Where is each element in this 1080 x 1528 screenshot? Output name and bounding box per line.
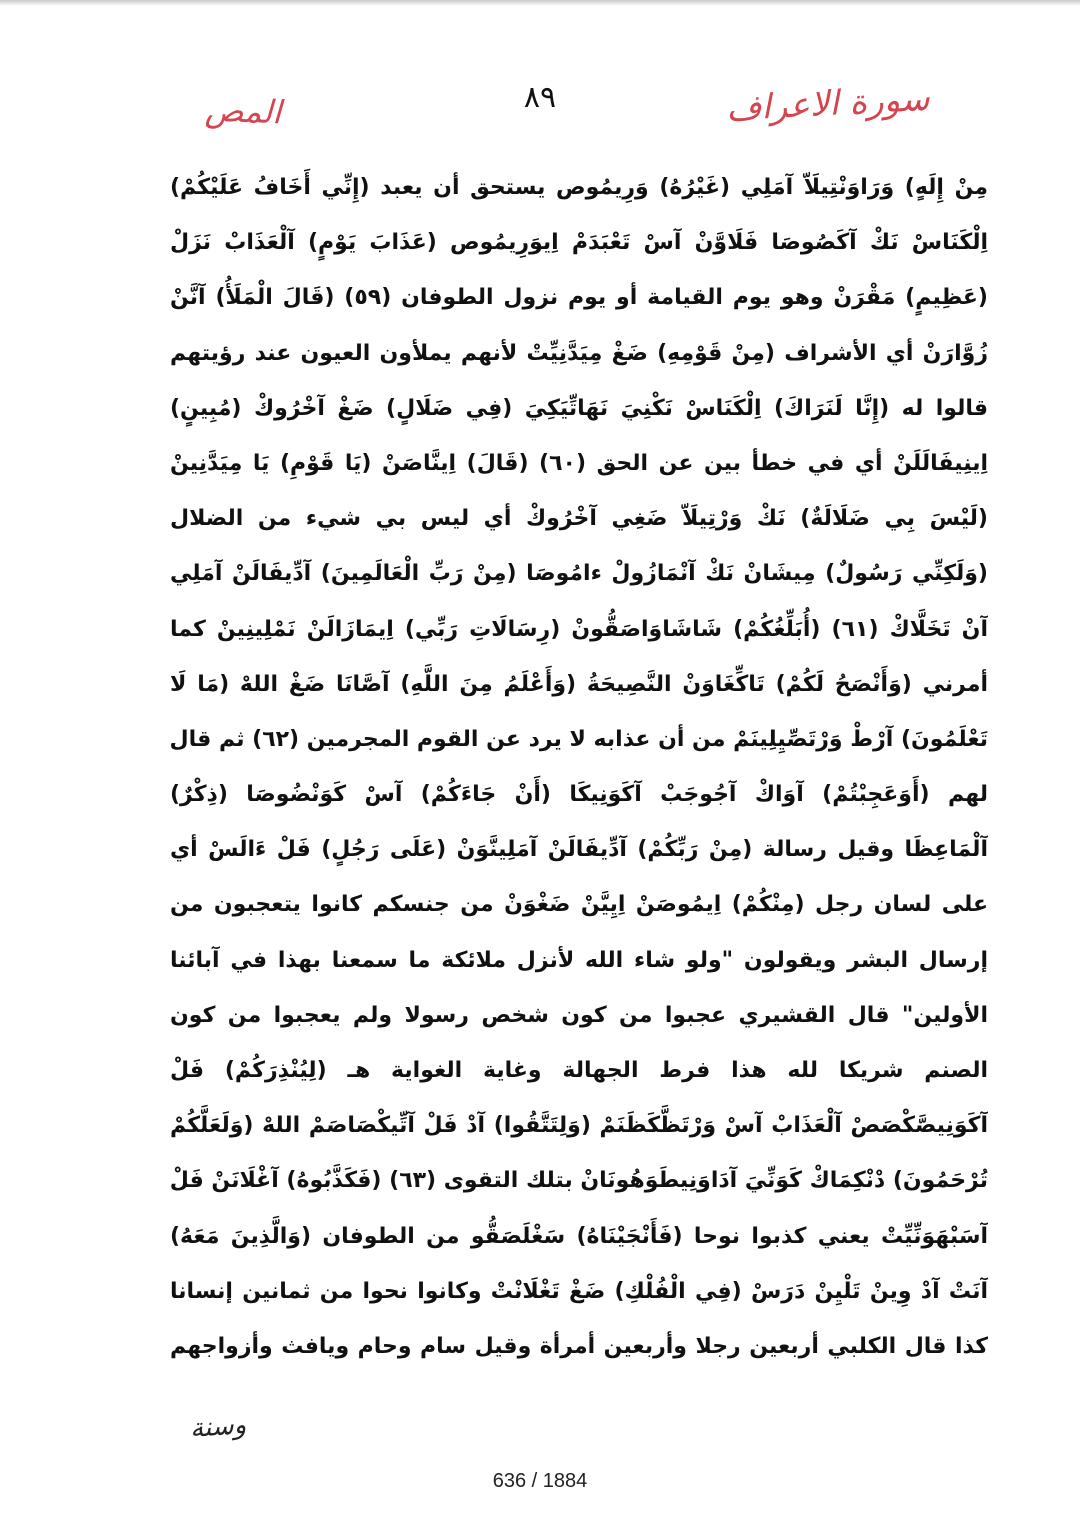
text-line-14: على لسان رجل (مِنْكُمْ) اِيمُوصَنْ اِيِيَّنْ ضَغْوَنْ من جنسكم كانوا يتعجبون من	[170, 892, 988, 918]
text-line-18: آكَوَنِيصَّكْصَصْ آلْعَذَابْ آسْ وَرْتَظَّكَظَنَمْ (وَلِتَتَّقُوا) آدْ فَلْ آتِّيكْصَاصَمْ اللهْ (وَلَعَلَّكُمْ	[170, 1113, 988, 1139]
commentary-text	[170, 160, 988, 1374]
text-line-12: لهم (أَوَعَجِبْتُمْ) آوَاكْ آجُوجَبْ آكَوَنِيكَا (أَنْ جَاءَكُمْ) آسْ كَوَنْضُوصَا (ذِكْرٌ)	[170, 782, 988, 808]
text-line-16: الأولين" قال القشيري عجبوا من كون شخص رسولا ولم يعجبوا من كون	[170, 1002, 988, 1028]
handwritten-section-mark: المص	[204, 90, 282, 132]
page-counter: 636 / 1884	[492, 1470, 588, 1492]
page-number: ٨٩	[523, 80, 557, 115]
text-line-9: آنْ تَخَلَّاكْ (٦١) (أُبَلِّغُكُمْ) شَاشَاوَاصَقُّونْ (رِسَالَاتِ رَبِّي) اِيمَازَالَنْ نَمْلِينِينْ كما	[170, 616, 988, 642]
text-line-10: أمرني (وَأَنْصَحُ لَكُمْ) تَاكِّغَاوَنْ النَّصِيحَةُ (وَأَعْلَمُ مِنَ اللَّهِ) آصَّانَا ضَغْ اللهْ (مَا لَا	[170, 671, 988, 697]
text-line-21: آنَتْ آدْ وِينْ تَلْيِنْ دَرَسْ (فِي الْفُلْكِ) ضَغْ تَغْلَانْتْ وكانوا نحوا من ثمانين إنسانا	[170, 1278, 988, 1304]
handwritten-surah-name: سورة الاعراف	[725, 78, 931, 130]
text-line-8: (وَلَكِنِّي رَسُولٌ) مِيشَانْ نَكْ آنْمَازُولْ ءامُوصَا (مِنْ رَبِّ الْعَالَمِينَ) آدِّيفَالَنْ آمَلِي	[170, 561, 988, 587]
handwritten-signature: وسنة	[189, 1410, 248, 1444]
text-line-7: (لَيْسَ بِي ضَلَالَةٌ) نَكْ وَرْتِيلَاّ ضَغِي آخْرُوكْ أي ليس بي شيء من الضلال	[170, 506, 988, 532]
text-line-13: آلْمَاعِظَا وقيل رسالة (مِنْ رَبِّكُمْ) آدِّيفَالَنْ آمَلِينَّوَنْ (عَلَى رَجُلٍ) فَلْ ءَالَسْ أي	[170, 837, 988, 863]
text-line-2: اِلْكَنَاسْ نَكْ آكَصُوصَا فَلَاوَّنْ آسْ تَعْبَدَمْ اِيوَرِيمُوص (عَذَابَ يَوْمٍ) آلْعَذَابْ نَزَلْ	[170, 230, 988, 256]
page-header	[0, 0, 1080, 140]
text-line-20: آسَبْهَوَنِّيِّتْ يعني كذبوا نوحا (فَأَنْجَيْنَاهُ) سَغْلَصَقُّو من الطوفان (وَالَّذِينَ مَعَهُ)	[170, 1223, 988, 1249]
text-line-11: تَعْلَمُونَ) آرْطْ وَرْتَصِّيِلِينَمْ من أن عذابه لا يرد عن القوم المجرمين (٦٢) ثم قال	[170, 726, 988, 752]
text-line-4: زُوَّارَنْ أي الأشراف (مِنْ قَوْمِهِ) ضَغْ مِيَدَّنِيِّتْ لأنهم يملأون العيون عند رؤيتهم	[170, 340, 988, 366]
text-line-6: اِينِيفَالَلَنْ أي في خطأ بين عن الحق (٦٠) (قَالَ) اِينَّاصَنْ (يَا قَوْمِ) يَا مِيَدَّنِينْ	[170, 450, 988, 476]
text-line-15: إرسال البشر ويقولون "ولو شاء الله لأنزل ملائكة ما سمعنا بهذا في آبائنا	[170, 947, 988, 973]
text-line-17: الصنم شريكا لله هذا فرط الجهالة وغاية الغواية هـ (لِيُنْذِرَكُمْ) فَلْ	[170, 1058, 988, 1083]
text-line-5: قالوا له (إِنَّا لَنَرَاكَ) اِلْكَنَاسْ نَكْنِيَ نَهَاتِّيَكِيَ (فِي ضَلَالٍ) ضَغْ آخْرُوكْ (مُبِينٍ)	[170, 395, 988, 421]
text-line-1: مِنْ إِلَهٍ) وَرَاوَنْتِيلَاّ آمَلِي (غَيْرُهُ) وَرِيمُوص يستحق أن يعبد (إِنِّي أَخَافُ عَلَيْكُمْ)	[170, 175, 988, 200]
text-line-19: تُرْحَمُونَ) دْنْكِمَاكْ كَوَنِّيَ آدَاوَنِيطَوَهُونَانْ بتلك التقوى (٦٣) (فَكَذَّبُوهُ) آغْلَانَنْ فَلْ	[170, 1168, 988, 1194]
text-line-22: كذا قال الكلبي أربعين رجلا وأربعين أمرأة وقيل سام وحام ويافث وأزواجهم	[170, 1333, 988, 1359]
text-line-3: (عَظِيمٍ) مَقْرَنْ وهو يوم القيامة أو يوم نزول الطوفان (٥٩) (قَالَ الْمَلَأُ) آنَّنْ	[170, 285, 988, 311]
